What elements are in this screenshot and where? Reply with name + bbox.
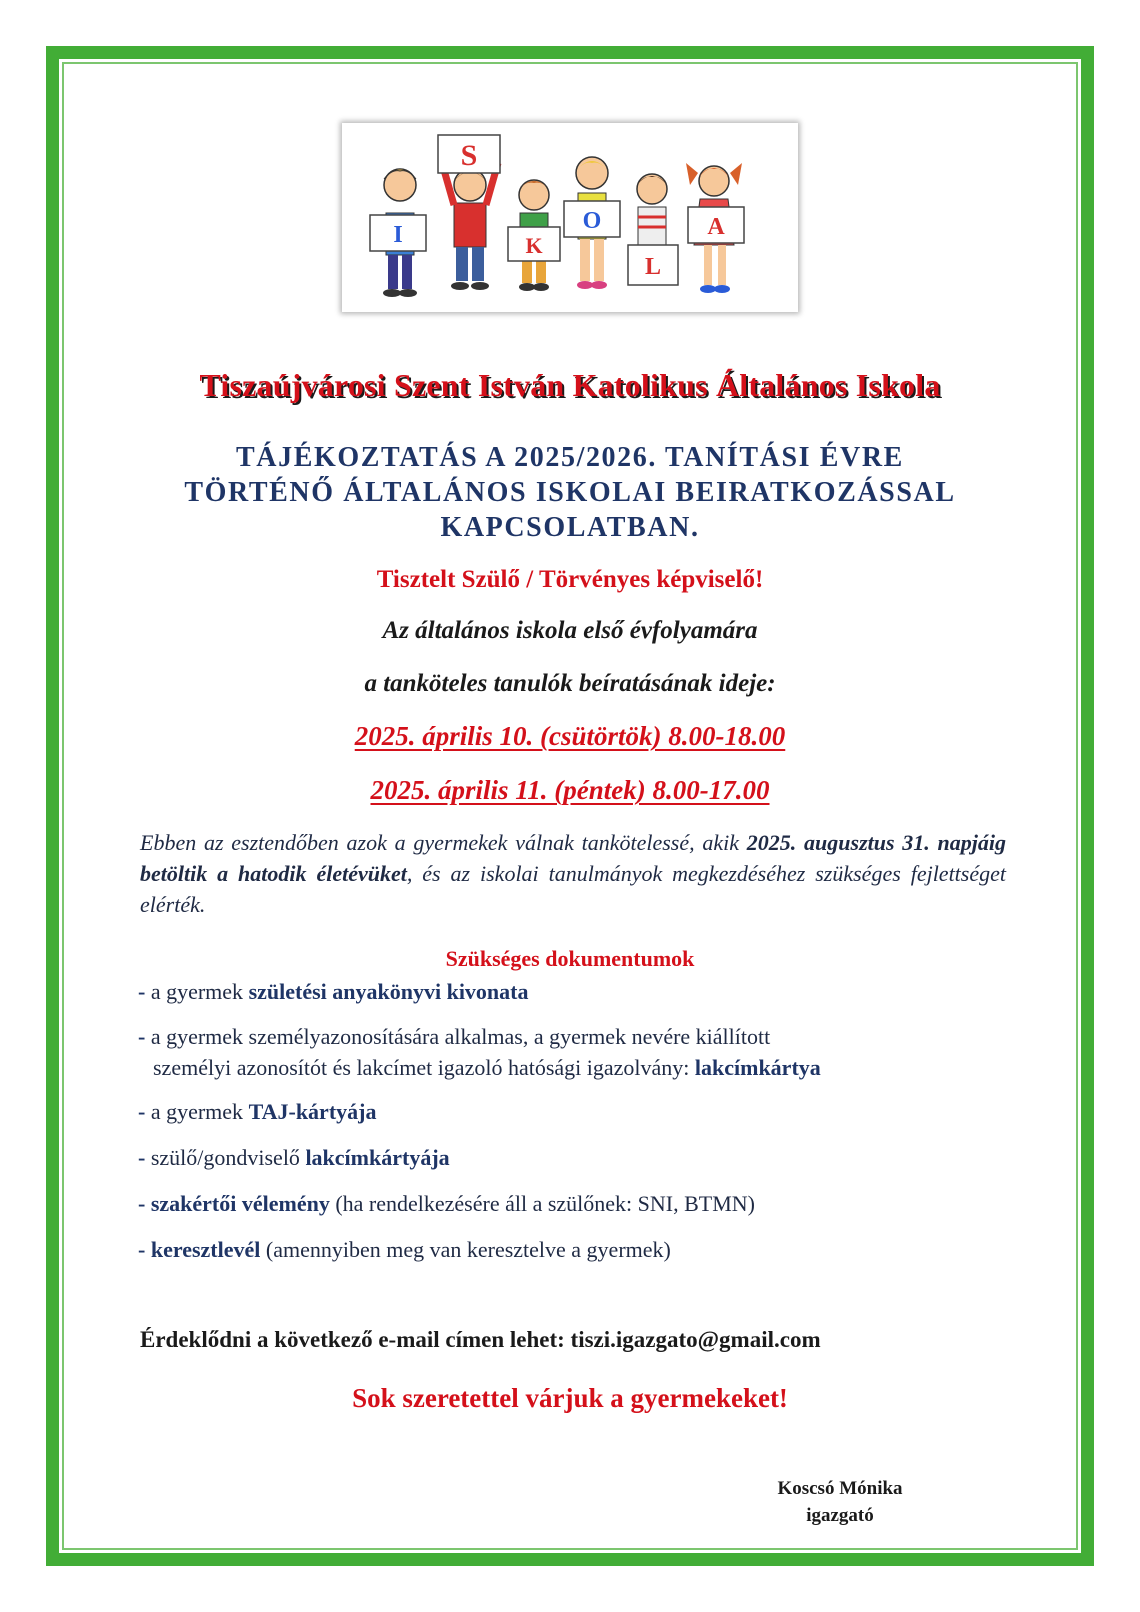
document-item-4-bold: lakcímkártyája [305, 1145, 450, 1170]
svg-text:I: I [393, 222, 403, 248]
document-item-3 [138, 1096, 1018, 1127]
documents-title: Szükséges dokumentumok [445, 946, 695, 971]
greeting: Tisztelt Szülő / Törvényes képviselő! [376, 566, 764, 593]
eligibility-deadline: 2025. augusztus 31. napjáig betöltik a hatodik életévüket [140, 830, 1007, 886]
list-dash: - [138, 979, 146, 1004]
letter-card-a [688, 207, 744, 243]
list-dash: - [138, 1191, 146, 1216]
list-dash: - [138, 1145, 146, 1170]
letter-card-s [438, 135, 500, 173]
enrollment-date-1-text: 2025. április 10. (csütörtök) 8.00-18.00 [354, 721, 786, 751]
letter-card-l [628, 245, 678, 285]
svg-text:K: K [525, 233, 543, 258]
notice-heading-line3: KAPCSOLATBAN. [440, 512, 700, 543]
list-dash: - [138, 1237, 146, 1262]
enrollment-date-1 [0, 721, 1140, 752]
notice-heading-line1: TÁJÉKOZTATÁS A 2025/2026. TANÍTÁSI ÉVRE [236, 442, 904, 473]
enrollment-date-2-text: 2025. április 11. (péntek) 8.00-17.00 [370, 775, 770, 805]
list-dash: - [138, 1099, 146, 1124]
kid-figure-2 [442, 163, 498, 290]
letter-card-k [508, 227, 560, 261]
notice-heading-line2: TÖRTÉNŐ ÁLTALÁNOS ISKOLAI BEIRATKOZÁSSAL [184, 477, 956, 508]
document-item-5 [138, 1188, 1018, 1219]
document-item-1-text: a gyermek [150, 979, 244, 1004]
document-item-2 [138, 1021, 1018, 1083]
document-item-5-text: (ha rendelkezésére áll a szülőnek: SNI, BTMN) [335, 1191, 756, 1216]
intro-line-1: Az általános iskola első évfolyamára [382, 617, 758, 644]
intro-line-2: a tanköteles tanulók beíratásának ideje: [364, 670, 776, 697]
signature-title: igazgató [806, 1505, 874, 1526]
document-item-4-text: szülő/gondviselő [150, 1145, 300, 1170]
contact-line: Érdeklődni a következő e-mail címen lehet: tiszi.igazgato@gmail.com [140, 1327, 821, 1352]
svg-text:L: L [644, 254, 662, 280]
svg-text:A: A [707, 214, 725, 240]
letter-card-o [564, 201, 620, 237]
signature-name: Koscsó Mónika [777, 1478, 903, 1499]
eligibility-text-2: , és az iskolai tanulmányok megkezdéséhez szükséges fejlettséget elérték. [140, 861, 1006, 917]
document-item-3-text: a gyermek [150, 1099, 244, 1124]
document-item-4 [138, 1142, 1018, 1173]
document-item-2-text-1: a gyermek személyazonosítására alkalmas, a gyermek nevére kiállított [150, 1024, 771, 1049]
svg-text:S: S [460, 139, 478, 172]
closing-line: Sok szeretettel várjuk a gyermekeket! [352, 1383, 788, 1413]
document-item-3-bold: TAJ-kártyája [248, 1099, 377, 1124]
document-item-6-text: (amennyiben meg van keresztelve a gyermek) [265, 1237, 671, 1262]
eligibility-paragraph [140, 827, 1006, 920]
letter-card-i [370, 215, 426, 251]
document-item-1-bold: születési anyakönyvi kivonata [248, 979, 529, 1004]
document-item-6 [138, 1234, 1018, 1265]
notice-heading [140, 440, 1000, 545]
document-item-2-bold: lakcímkártya [694, 1055, 821, 1080]
school-name: Tiszaújvárosi Szent István Katolikus Általános Iskola [199, 367, 941, 403]
list-dash: - [138, 1024, 146, 1049]
enrollment-date-2 [0, 775, 1140, 806]
document-item-1 [138, 976, 1018, 1007]
eligibility-text-1: Ebben az esztendőben azok a gyermekek válnak tankötelessé, akik [140, 830, 740, 855]
svg-text:O: O [582, 208, 602, 234]
document-item-2-text-2: személyi azonosítót és lakcímet igazoló hatósági igazolvány: [153, 1055, 690, 1080]
school-logo-illustration [342, 123, 798, 312]
document-item-5-bold: szakértői vélemény [150, 1191, 330, 1216]
document-item-6-bold: keresztlevél [150, 1237, 261, 1262]
